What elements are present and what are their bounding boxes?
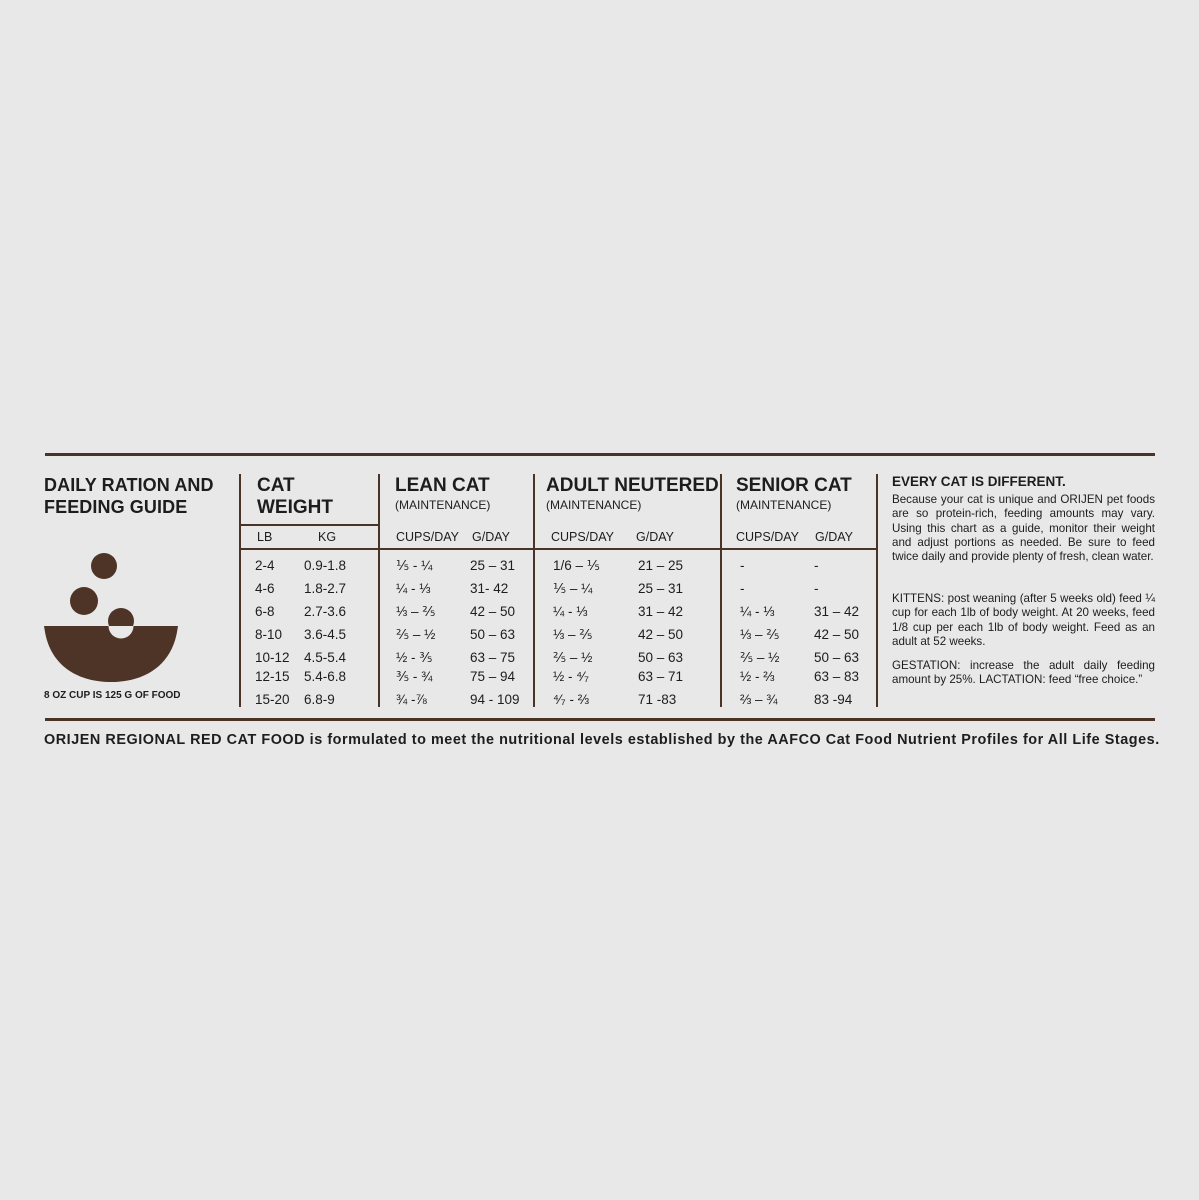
cell-senior-grams: - [814,558,819,573]
cell-lean-cups: ⅓ – ⅖ [396,604,436,619]
neutered-subtitle: (MAINTENANCE) [546,498,642,512]
guide-title-line2: FEEDING GUIDE [44,497,188,517]
senior-sub-cups: CUPS/DAY [736,530,799,544]
weight-sub-lb: LB [257,530,273,544]
senior-sub-grams: G/DAY [815,530,853,544]
notes-title: EVERY CAT IS DIFFERENT. [892,474,1066,489]
cell-senior-cups: ⅔ – ¾ [740,692,778,707]
cell-neutered-grams: 31 – 42 [638,604,684,619]
cell-kg: 5.4-6.8 [304,669,347,684]
divider-notes [876,474,878,707]
cell-lean-grams: 75 – 94 [470,669,516,684]
cell-senior-cups: ⅖ – ½ [740,650,780,665]
cell-neutered-cups: ⁴⁄₇ - ⅔ [553,692,589,707]
kibble-top-icon [91,553,117,579]
cell-senior-cups: ¼ - ⅓ [740,604,775,619]
bottom-rule [45,718,1155,721]
bowl-body-icon [44,626,178,682]
top-rule [45,453,1155,456]
cell-lb: 12-15 [255,669,290,684]
cell-lean-grams: 42 – 50 [470,604,516,619]
cell-kg: 4.5-5.4 [304,650,347,665]
notes-paragraph-general: Because your cat is unique and ORIJEN pet foods are so protein-rich, feeding amounts may vary. Using this chart as a guide, monitor their weight and adjust portions as needed. Be sure to feed twice daily and provide plenty of fresh, clean water. [892,493,1155,564]
cell-senior-grams: 42 – 50 [814,627,860,642]
cell-neutered-grams: 42 – 50 [638,627,684,642]
notes-paragraph-gestation: GESTATION: increase the adult daily feeding amount by 25%. LACTATION: feed “free choice.” [892,659,1155,687]
cell-kg: 2.7-3.6 [304,604,347,619]
cell-neutered-grams: 71 -83 [638,692,677,707]
cell-senior-cups: - [740,558,745,573]
cell-lean-cups: ⅕ - ¼ [396,558,433,573]
cup-note: 8 OZ CUP IS 125 G OF FOOD [44,690,181,701]
cell-neutered-grams: 21 – 25 [638,558,684,573]
cell-lb: 4-6 [255,581,275,596]
senior-title: SENIOR CAT [736,475,852,496]
cell-lean-cups: ⅖ – ½ [396,627,436,642]
cell-senior-cups: ⅓ – ⅖ [740,627,780,642]
neutered-title: ADULT NEUTERED [546,475,719,496]
cell-neutered-grams: 63 – 71 [638,669,684,684]
cell-neutered-grams: 50 – 63 [638,650,684,665]
cell-kg: 3.6-4.5 [304,627,347,642]
cell-lb: 6-8 [255,604,275,619]
neutered-sub-cups: CUPS/DAY [551,530,614,544]
cell-lb: 10-12 [255,650,290,665]
cell-senior-cups: ½ - ⅔ [740,669,775,684]
cell-senior-grams: 50 – 63 [814,650,860,665]
cell-lean-grams: 50 – 63 [470,627,516,642]
cell-neutered-cups: ½ - ⁴⁄₇ [553,669,589,684]
food-bowl-icon [44,548,180,684]
divider-weight [239,474,241,707]
cell-kg: 0.9-1.8 [304,558,347,573]
cell-lean-cups: ½ - ⅗ [396,650,433,665]
cell-lean-cups: ¼ - ⅓ [396,581,431,596]
cell-lb: 15-20 [255,692,290,707]
guide-title-line1: DAILY RATION AND [44,475,214,495]
cell-senior-grams: - [814,581,819,596]
divider-senior [720,474,722,707]
cell-kg: 6.8-9 [304,692,335,707]
cell-neutered-cups: ¼ - ⅓ [553,604,588,619]
footer-statement: ORIJEN REGIONAL RED CAT FOOD is formulated to meet the nutritional levels established by the AAFCO Cat Food Nutrient Profiles for All Life Stages. [44,732,1160,748]
cell-senior-grams: 83 -94 [814,692,853,707]
lean-sub-cups: CUPS/DAY [396,530,459,544]
cell-lb: 8-10 [255,627,283,642]
cell-neutered-grams: 25 – 31 [638,581,684,596]
weight-header-rule [240,524,378,526]
divider-neutered [533,474,535,707]
cell-lb: 2-4 [255,558,275,573]
lean-subtitle: (MAINTENANCE) [395,498,491,512]
cell-senior-grams: 63 – 83 [814,669,860,684]
cell-senior-grams: 31 – 42 [814,604,860,619]
cell-neutered-cups: ⅕ – ¼ [553,581,593,596]
cell-neutered-cups: 1/6 – ⅕ [553,558,600,573]
neutered-sub-grams: G/DAY [636,530,674,544]
weight-title-line1: CAT [257,475,295,496]
subheader-rule [240,548,876,550]
lean-title: LEAN CAT [395,475,490,496]
cell-lean-grams: 94 - 109 [470,692,520,707]
cell-lean-grams: 63 – 75 [470,650,516,665]
weight-title-line2: WEIGHT [257,497,333,518]
cell-lean-cups: ⅗ - ¾ [396,669,433,684]
cell-kg: 1.8-2.7 [304,581,347,596]
cell-senior-cups: - [740,581,745,596]
cell-lean-cups: ¾ -⅞ [396,692,427,707]
weight-sub-kg: KG [318,530,337,544]
cell-neutered-cups: ⅓ – ⅖ [553,627,593,642]
cell-neutered-cups: ⅖ – ½ [553,650,593,665]
kibble-left-icon [70,587,98,615]
cell-lean-grams: 25 – 31 [470,558,516,573]
senior-subtitle: (MAINTENANCE) [736,498,832,512]
cell-lean-grams: 31- 42 [470,581,509,596]
lean-sub-grams: G/DAY [472,530,510,544]
notes-paragraph-kittens: KITTENS: post weaning (after 5 weeks old) feed ¼ cup for each 1lb of body weight. At 20 weeks, feed 1/8 cup per each 1lb of body weight. Feed as an adult at 52 weeks. [892,592,1155,648]
divider-lean [378,474,380,707]
